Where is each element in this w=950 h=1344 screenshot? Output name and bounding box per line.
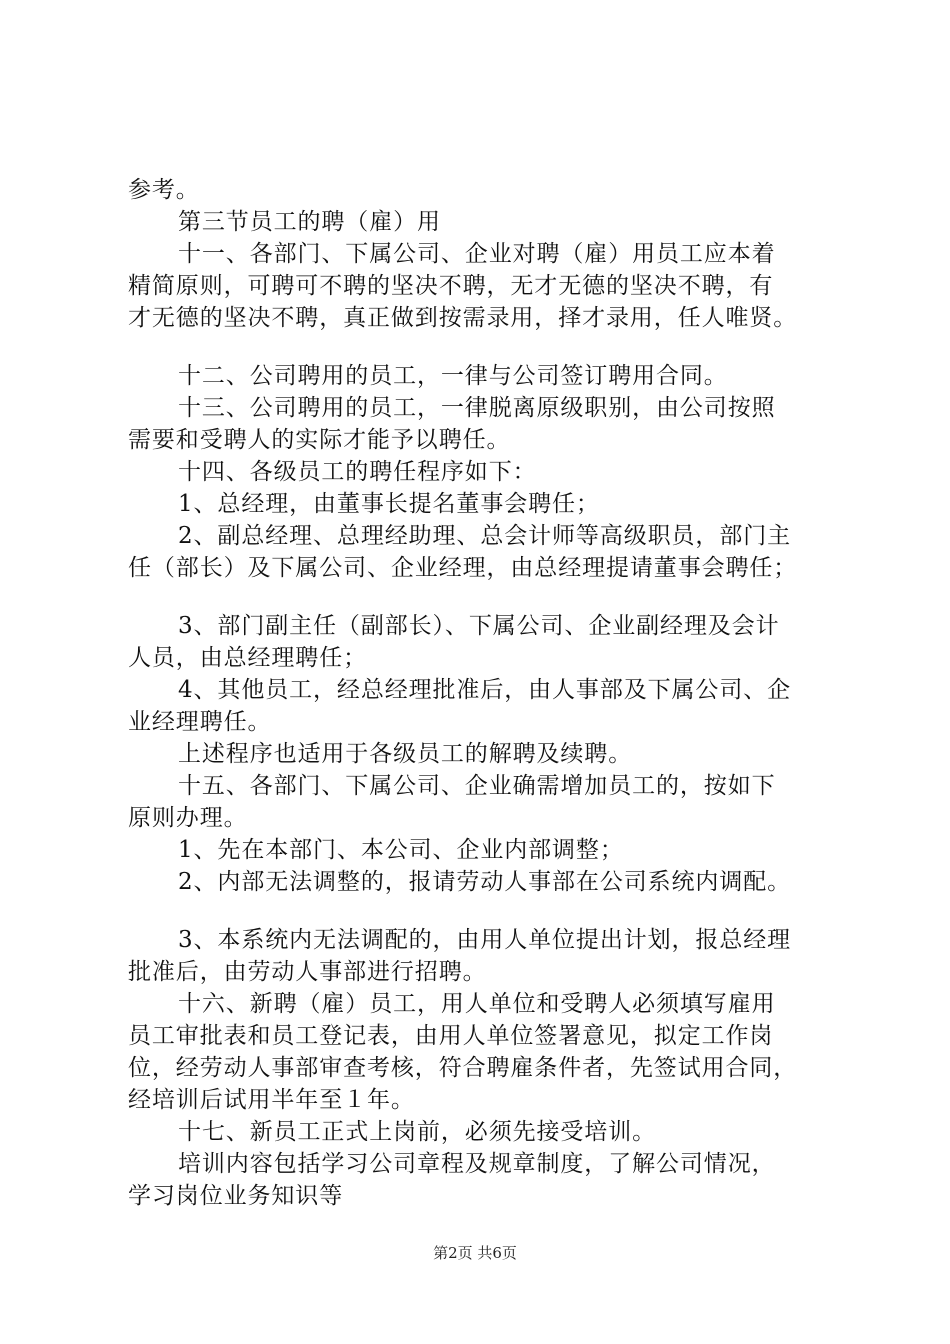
- text-line-14: 人员，由总经理聘任；: [128, 645, 367, 671]
- page-number-footer: 第2页 共6页: [433, 1244, 517, 1262]
- text-line-5: 才无德的坚决不聘，真正做到按需录用，择才录用，任人唯贤。: [128, 305, 798, 331]
- text-line-24: 十六、新聘（雇）员工，用人单位和受聘人必须填写雇用: [178, 991, 776, 1017]
- text-line-12: 任（部长）及下属公司、企业经理，由总经理提请董事会聘任；: [128, 555, 798, 581]
- text-line-26: 位，经劳动人事部审查考核，符合聘雇条件者，先签试用合同，: [128, 1055, 798, 1081]
- text-line-15: 4、其他员工，经总经理批准后，由人事部及下属公司、企: [178, 677, 792, 703]
- text-line-10: 1、总经理，由董事长提名董事会聘任；: [178, 491, 600, 517]
- text-line-13: 3、部门副主任（副部长）、下属公司、企业副经理及会计: [178, 613, 780, 639]
- text-line-23: 批准后，由劳动人事部进行招聘。: [128, 959, 487, 985]
- text-line-18: 十五、各部门、下属公司、企业确需增加员工的，按如下: [178, 773, 776, 799]
- text-line-27: 经培训后试用半年至１年。: [128, 1087, 415, 1113]
- text-line-16: 业经理聘任。: [128, 709, 272, 735]
- text-line-28: 十七、新员工正式上岗前，必须先接受培训。: [178, 1119, 656, 1145]
- text-line-21: 2、内部无法调整的，报请劳动人事部在公司系统内调配。: [178, 869, 792, 895]
- text-line-3: 十一、各部门、下属公司、企业对聘（雇）用员工应本着: [178, 241, 776, 267]
- text-line-8: 需要和受聘人的实际才能予以聘任。: [128, 427, 511, 453]
- text-line-19: 原则办理。: [128, 805, 248, 831]
- text-line-9: 十四、各级员工的聘任程序如下：: [178, 459, 537, 485]
- text-line-22: 3、本系统内无法调配的，由用人单位提出计划，报总经理: [178, 927, 792, 953]
- text-line-1: 参考。: [128, 177, 200, 203]
- text-line-29: 培训内容包括学习公司章程及规章制度，了解公司情况，: [178, 1151, 776, 1177]
- text-line-6: 十二、公司聘用的员工，一律与公司签订聘用合同。: [178, 363, 728, 389]
- text-line-11: 2、副总经理、总理经助理、总会计师等高级职员，部门主: [178, 523, 792, 549]
- text-line-20: 1、先在本部门、本公司、企业内部调整；: [178, 837, 624, 863]
- text-line-7: 十三、公司聘用的员工，一律脱离原级职别，由公司按照: [178, 395, 776, 421]
- text-line-25: 员工审批表和员工登记表，由用人单位签署意见，拟定工作岗: [128, 1023, 774, 1049]
- text-line-4: 精简原则，可聘可不聘的坚决不聘，无才无德的坚决不聘，有: [128, 273, 774, 299]
- text-line-17: 上述程序也适用于各级员工的解聘及续聘。: [178, 741, 633, 767]
- section-heading: 第三节员工的聘（雇）用: [178, 209, 441, 235]
- text-line-30: 学习岗位业务知识等: [128, 1183, 344, 1209]
